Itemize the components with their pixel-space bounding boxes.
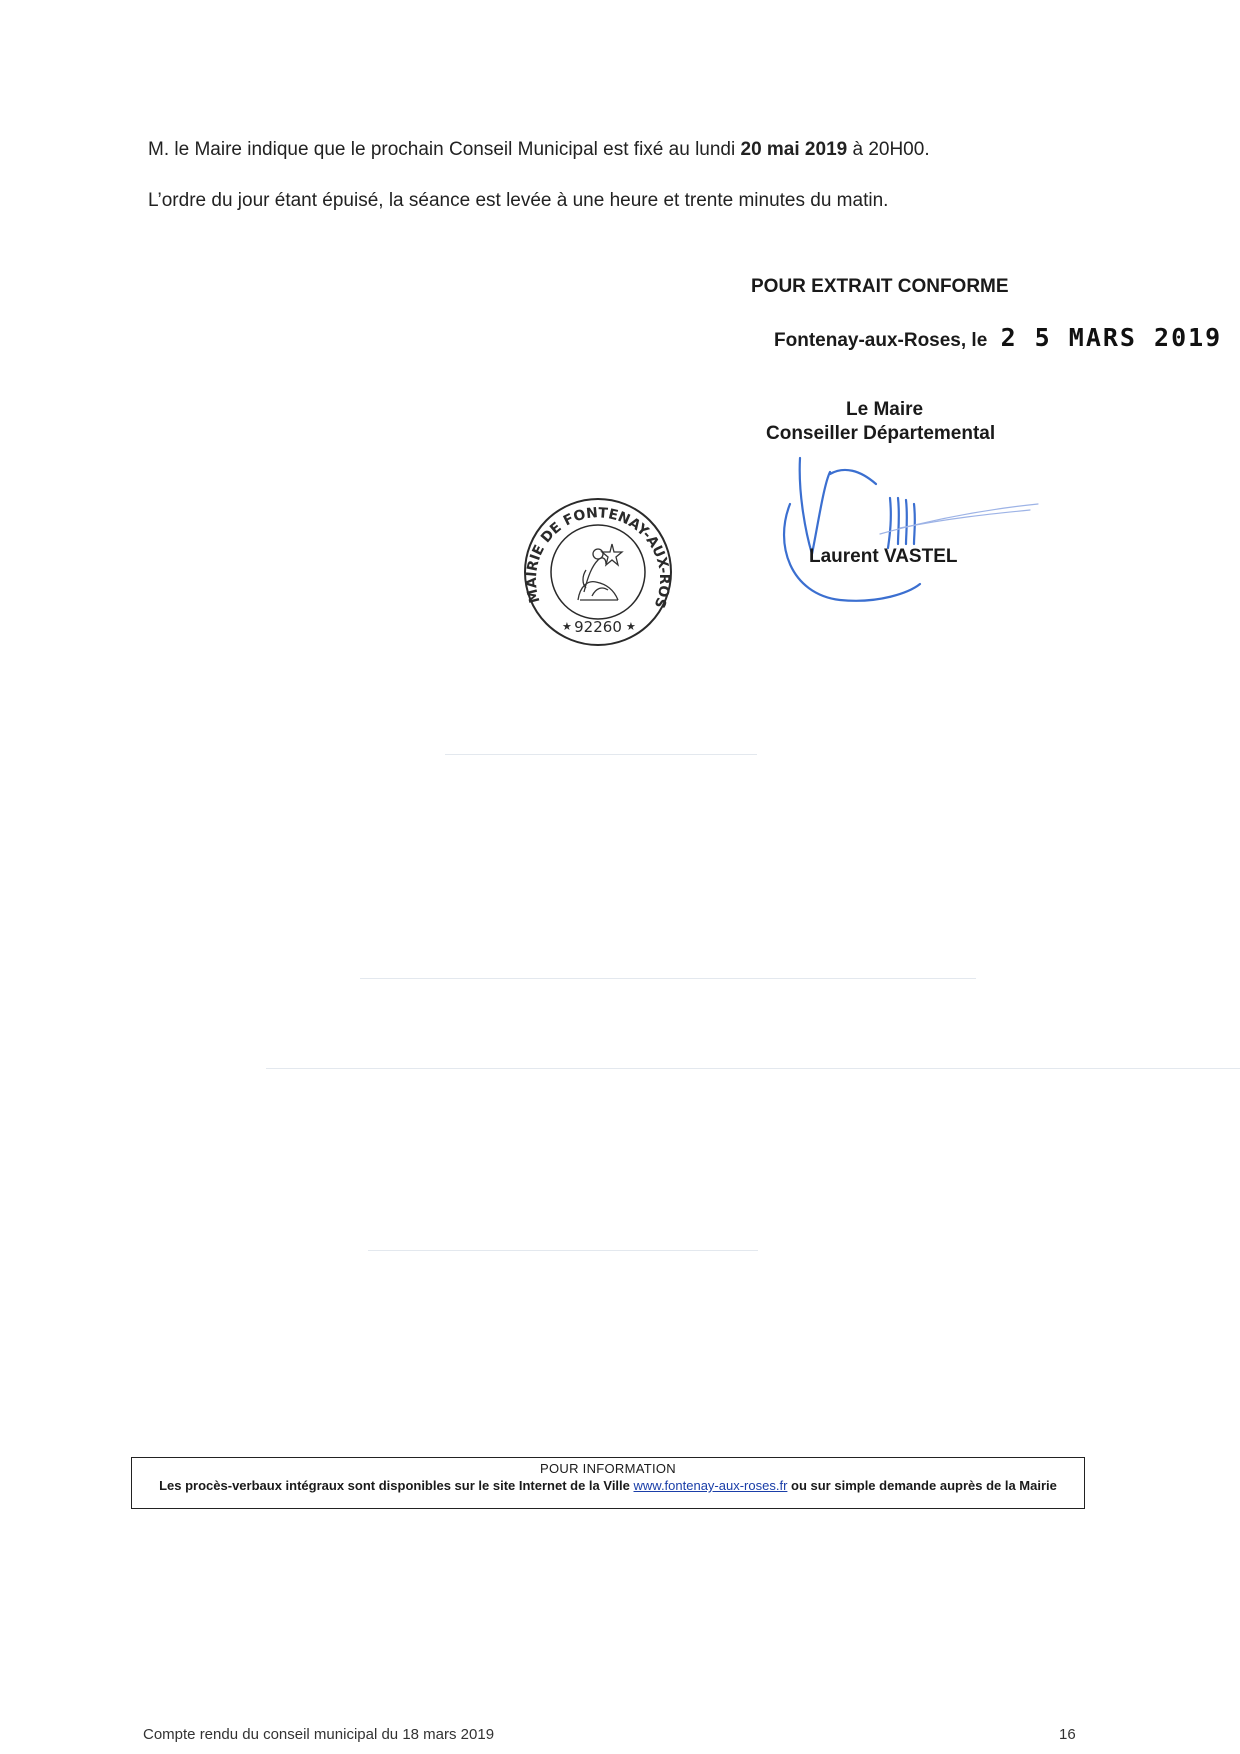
mairie-seal-stamp xyxy=(522,496,674,653)
footer-title: Compte rendu du conseil municipal du 18 mars 2019 xyxy=(143,1726,495,1743)
role-councillor: Conseiller Départemental xyxy=(766,423,996,444)
info-text-after: ou sur simple demande auprès de la Mairie xyxy=(787,1478,1057,1493)
scan-line xyxy=(445,754,757,755)
para1-date: 20 mai 2019 xyxy=(740,139,848,160)
para1-time: à 20H00. xyxy=(847,139,930,160)
scan-line xyxy=(266,1068,1240,1069)
info-text xyxy=(132,1477,1084,1494)
scan-line xyxy=(368,1250,758,1251)
place-prefix: Fontenay-aux-Roses, le xyxy=(774,330,988,351)
next-council-paragraph xyxy=(148,139,930,161)
svg-text:★: ★ xyxy=(626,620,636,633)
svg-text:★: ★ xyxy=(562,620,572,633)
role-mayor: Le Maire xyxy=(846,399,924,420)
information-box xyxy=(131,1457,1085,1509)
svg-text:92260: 92260 xyxy=(574,618,622,636)
handwritten-signature xyxy=(780,444,1040,619)
svg-text:MAIRIE DE FONTENAY-AUX-ROSES: MAIRIE DE FONTENAY-AUX-ROS xyxy=(523,505,673,611)
city-website-link[interactable]: www.fontenay-aux-roses.fr xyxy=(633,1478,788,1493)
info-title: POUR INFORMATION xyxy=(540,1461,676,1476)
para1-text: M. le Maire indique que le prochain Conseil Municipal est fixé au lundi xyxy=(148,139,741,160)
scan-line xyxy=(360,978,976,979)
date-stamp: 2 5 MARS 2019 xyxy=(1000,323,1223,352)
extract-title: POUR EXTRAIT CONFORME xyxy=(751,276,1009,297)
session-closed-paragraph: L’ordre du jour étant épuisé, la séance est levée à une heure et trente minutes du matin. xyxy=(148,190,889,211)
signatory-name: Laurent VASTEL xyxy=(809,546,958,567)
place-date-line xyxy=(774,323,1222,352)
page-number: 16 xyxy=(1059,1726,1076,1743)
info-text-before: Les procès-verbaux intégraux sont disponibles sur le site Internet de la Ville xyxy=(159,1478,634,1493)
